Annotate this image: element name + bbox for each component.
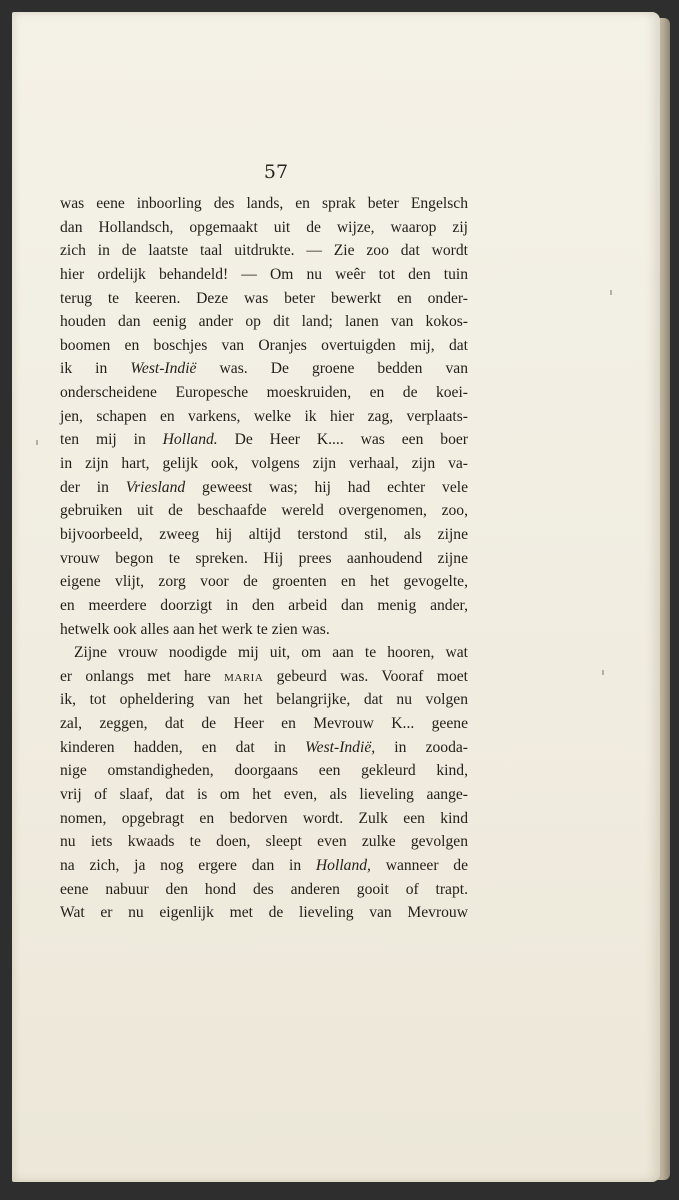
text-run: hier ordelijk behandeld! — Om nu weêr tot den tuin — [60, 265, 468, 283]
text-line — [60, 499, 468, 523]
text-run: wanneer de — [370, 856, 469, 874]
text-run: nu iets kwaads te doen, sleept even zulke gevolgen — [60, 833, 468, 851]
text-run: terug te keeren. Deze was beter bewerkt en onder- — [60, 289, 468, 307]
paper-speck — [602, 670, 604, 675]
text-run: bijvoorbeeld, zweeg hij altijd terstond stil, als zijne — [60, 525, 468, 543]
text-line — [60, 381, 468, 405]
text-run: nige omstandigheden, doorgaans een gekleurd kind, — [60, 762, 468, 780]
text-run: was. De groene bedden van — [196, 360, 469, 378]
text-run: eigene vlijt, zorg voor de groenten en het gevogelte, — [60, 573, 468, 591]
text-line — [60, 854, 468, 878]
text-line — [60, 547, 468, 571]
text-run: zich in de laatste taal uitdrukte. — Zie zoo dat wordt — [60, 242, 468, 260]
text-line — [60, 594, 468, 618]
small-caps-text: maria — [224, 667, 264, 685]
text-run: onderscheidene Europesche moeskruiden, en de koei- — [60, 384, 468, 402]
italic-text: Vriesland — [125, 478, 186, 496]
paper-speck — [610, 290, 612, 295]
text-run: en meerdere doorzigt in den arbeid dan menig ander, — [60, 596, 468, 614]
text-run: na zich, ja nog ergere dan in — [60, 856, 316, 874]
text-run: ik in — [60, 360, 131, 378]
italic-text: West-Indië, — [305, 738, 376, 756]
text-line — [60, 736, 468, 760]
text-line — [60, 878, 468, 902]
text-run: er onlangs met hare — [60, 667, 225, 685]
text-run: ik, tot opheldering van het belangrijke, dat nu volgen — [60, 691, 468, 709]
paper-speck — [36, 440, 38, 445]
text-line — [60, 618, 468, 642]
text-run: Wat er nu eigenlijk met de lieveling van Mevrouw — [60, 904, 468, 922]
text-line — [60, 641, 468, 665]
text-line — [60, 688, 468, 712]
italic-text: West-Indië — [130, 360, 197, 378]
text-run: zal, zeggen, dat de Heer en Mevrouw K... geene — [60, 715, 468, 733]
page-number: 57 — [263, 161, 289, 183]
text-line — [60, 428, 468, 452]
text-line — [60, 452, 468, 476]
body-text — [60, 192, 468, 925]
italic-text: Holland, — [315, 856, 371, 874]
text-line — [60, 476, 468, 500]
text-line — [60, 310, 468, 334]
text-line — [60, 263, 468, 287]
text-run: vrouw begon te spreken. Hij prees aanhoudend zijne — [60, 549, 468, 567]
text-line — [60, 287, 468, 311]
italic-text: Holland. — [162, 431, 218, 449]
text-run: De Heer K.... was een boer — [217, 431, 469, 449]
text-run: dan Hollandsch, opgemaakt uit de wijze, waarop zij — [60, 218, 468, 236]
text-line — [60, 759, 468, 783]
text-line — [60, 357, 468, 381]
text-run: eene nabuur den hond des anderen gooit of trapt. — [60, 880, 468, 898]
text-run: kinderen hadden, en dat in — [60, 738, 306, 756]
text-run: der in — [60, 478, 126, 496]
text-run: gebruiken uit de beschaafde wereld overgenomen, zoo, — [60, 502, 468, 520]
text-run: vrij of slaaf, dat is om het even, als lieveling aange- — [60, 786, 468, 804]
text-line — [60, 830, 468, 854]
text-run: in zijn hart, gelijk ook, volgens zijn verhaal, zijn va- — [60, 455, 468, 473]
text-run: houden dan eenig ander op dit land; lanen van kokos- — [60, 313, 468, 331]
text-run: hetwelk ook alles aan het werk te zien was. — [60, 620, 330, 638]
text-run: geweest was; hij had echter vele — [185, 478, 468, 496]
text-run: boomen en boschjes van Oranjes overtuigden mij, dat — [60, 336, 468, 354]
text-line — [60, 901, 468, 925]
text-line — [60, 192, 468, 216]
text-run: ten mij in — [60, 431, 163, 449]
text-run: Zijne vrouw noodigde mij uit, om aan te hooren, wat — [74, 644, 468, 662]
text-line — [60, 523, 468, 547]
text-line — [60, 405, 468, 429]
text-run: nomen, opgebragt en bedorven wordt. Zulk een kind — [60, 809, 468, 827]
text-line — [60, 216, 468, 240]
text-line — [60, 334, 468, 358]
text-run: jen, schapen en varkens, welke ik hier zag, verplaats- — [60, 407, 468, 425]
text-line — [60, 807, 468, 831]
book-page — [12, 12, 660, 1182]
text-line — [60, 665, 468, 689]
text-run: was eene inboorling des lands, en sprak beter Engelsch — [60, 195, 468, 212]
text-line — [60, 712, 468, 736]
text-line — [60, 239, 468, 263]
text-line — [60, 783, 468, 807]
text-run: gebeurd was. Vooraf moet — [263, 667, 468, 685]
text-run: in zooda- — [375, 738, 468, 756]
text-line — [60, 570, 468, 594]
